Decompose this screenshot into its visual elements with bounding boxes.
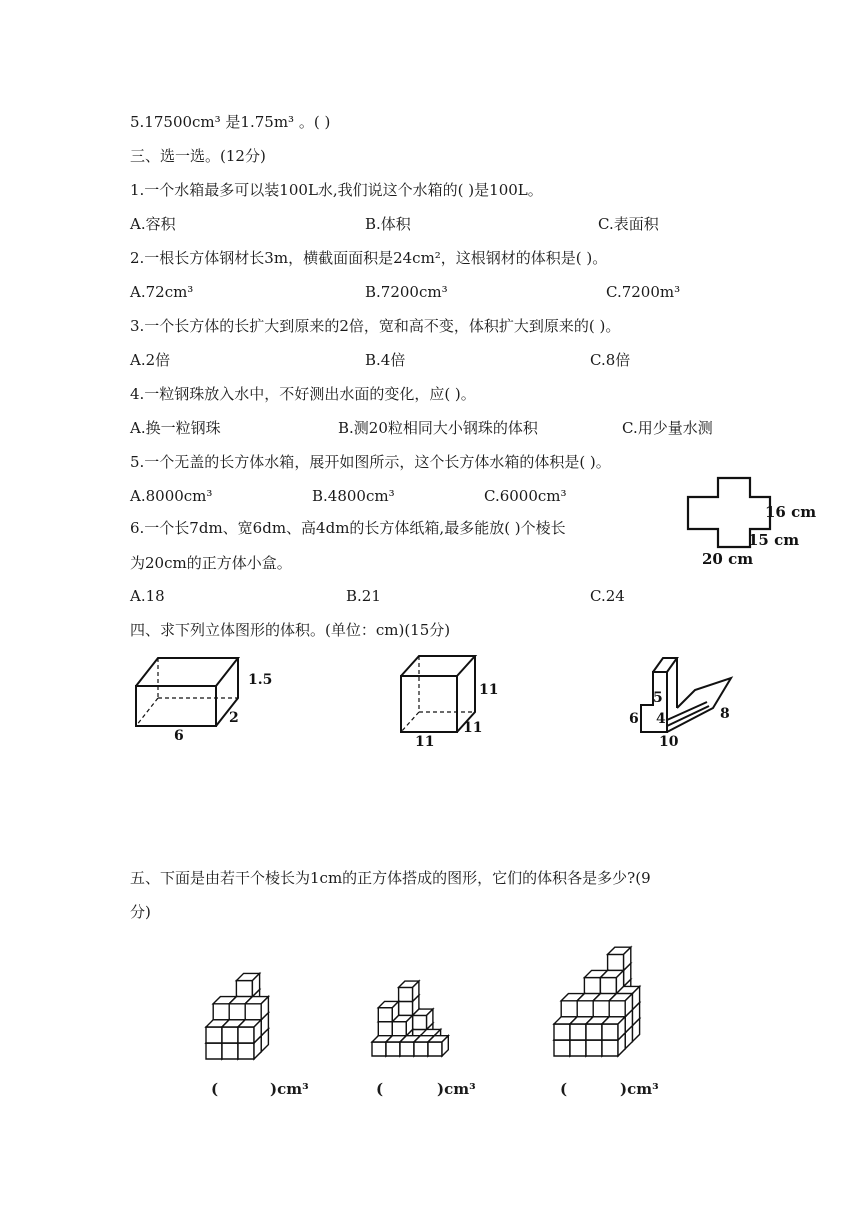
q6-stem-line2: 为20cm的正方体小盒。 bbox=[130, 554, 292, 572]
answer-blank-1-open: ( bbox=[211, 1080, 219, 1098]
judge-item-5: 5.17500cm³ 是1.75m³ 。( ) bbox=[130, 113, 331, 131]
q1-stem: 1.一个水箱最多可以装100L水,我们说这个水箱的( )是100L。 bbox=[130, 181, 543, 199]
q5-option-b: B.4800cm³ bbox=[312, 487, 395, 505]
q2-stem: 2.一根长方体钢材长3m，横截面面积是24cm²，这根钢材的体积是( )。 bbox=[130, 249, 608, 267]
q4-option-b: B.测20粒相同大小钢珠的体积 bbox=[338, 419, 538, 437]
section-5-title-line2: 分) bbox=[130, 903, 151, 921]
answer-blank-3-close: )cm³ bbox=[620, 1080, 659, 1098]
q2-option-a: A.72cm³ bbox=[130, 283, 194, 301]
q6-option-b: B.21 bbox=[346, 587, 381, 605]
unit-cube bbox=[602, 1017, 625, 1040]
q1-option-b: B.体积 bbox=[365, 215, 411, 233]
unit-cube bbox=[428, 1036, 448, 1056]
unit-cube bbox=[413, 1009, 433, 1029]
cube-edge-label-side: 11 bbox=[479, 682, 499, 698]
answer-blank-1-close: )cm³ bbox=[270, 1080, 309, 1098]
q6-option-a: A.18 bbox=[130, 587, 165, 605]
cube-figure bbox=[395, 650, 505, 750]
q4-option-c: C.用少量水测 bbox=[622, 419, 713, 437]
l-shape-label-8: 8 bbox=[720, 706, 730, 722]
cuboid-length-label: 6 bbox=[174, 728, 184, 744]
unit-cube bbox=[238, 1020, 261, 1043]
l-shape-label-6: 6 bbox=[629, 711, 639, 727]
q3-stem: 3.一个长方体的长扩大到原来的2倍，宽和高不变，体积扩大到原来的( )。 bbox=[130, 317, 621, 335]
net-label-16: 16 cm bbox=[765, 503, 817, 521]
unit-cube bbox=[392, 1015, 412, 1035]
section-4-title: 四、求下列立体图形的体积。(单位：cm)(15分) bbox=[130, 621, 451, 639]
cuboid-width-label: 2 bbox=[229, 710, 239, 726]
l-shape-label-5: 5 bbox=[653, 690, 663, 706]
q2-option-b: B.7200cm³ bbox=[365, 283, 448, 301]
q5-option-a: A.8000cm³ bbox=[130, 487, 213, 505]
cube-edge-label-depth: 11 bbox=[463, 720, 483, 736]
net-label-15: 15 cm bbox=[748, 531, 800, 549]
section-5-title-line1: 五、下面是由若干个棱长为1cm的正方体搭成的图形，它们的体积各是多少?(9 bbox=[130, 869, 651, 887]
q2-option-c: C.7200m³ bbox=[606, 283, 681, 301]
net-label-20: 20 cm bbox=[702, 550, 754, 568]
unit-cube bbox=[609, 994, 632, 1017]
unit-cube bbox=[236, 973, 259, 996]
q4-stem: 4.一粒钢珠放入水中，不好测出水面的变化，应( )。 bbox=[130, 385, 476, 403]
cube-stack-figure-3 bbox=[548, 930, 673, 1070]
answer-blank-2-close: )cm³ bbox=[437, 1080, 476, 1098]
unit-cube bbox=[245, 997, 268, 1020]
q6-stem-line1: 6.一个长7dm、宽6dm、高4dm的长方体纸箱,最多能放( )个棱长 bbox=[130, 519, 566, 537]
cuboid-figure bbox=[130, 650, 280, 745]
q1-option-a: A.容积 bbox=[130, 215, 176, 233]
q3-option-b: B.4倍 bbox=[365, 351, 406, 369]
q6-option-c: C.24 bbox=[590, 587, 625, 605]
q5-option-c: C.6000cm³ bbox=[484, 487, 567, 505]
q4-option-a: A.换一粒钢珠 bbox=[130, 419, 221, 437]
l-shape-solid-figure bbox=[625, 650, 740, 750]
answer-blank-3-open: ( bbox=[560, 1080, 568, 1098]
cube-edge-label-bottom: 11 bbox=[415, 734, 435, 750]
cube-stack-figure-1 bbox=[198, 955, 308, 1075]
unit-cube bbox=[399, 981, 419, 1001]
cube-stack-figure-2 bbox=[366, 962, 476, 1072]
l-shape-label-4: 4 bbox=[656, 711, 666, 727]
q5-stem: 5.一个无盖的长方体水箱，展开如图所示，这个长方体水箱的体积是( )。 bbox=[130, 453, 611, 471]
section-3-title: 三、选一选。(12分) bbox=[130, 147, 266, 165]
l-shape-label-10: 10 bbox=[659, 734, 679, 750]
answer-blank-2-open: ( bbox=[376, 1080, 384, 1098]
q1-option-c: C.表面积 bbox=[598, 215, 659, 233]
box-net-figure bbox=[680, 470, 820, 570]
unit-cube bbox=[608, 947, 631, 970]
q3-option-c: C.8倍 bbox=[590, 351, 631, 369]
cuboid-height-label: 1.5 bbox=[248, 672, 273, 688]
q3-option-a: A.2倍 bbox=[130, 351, 171, 369]
